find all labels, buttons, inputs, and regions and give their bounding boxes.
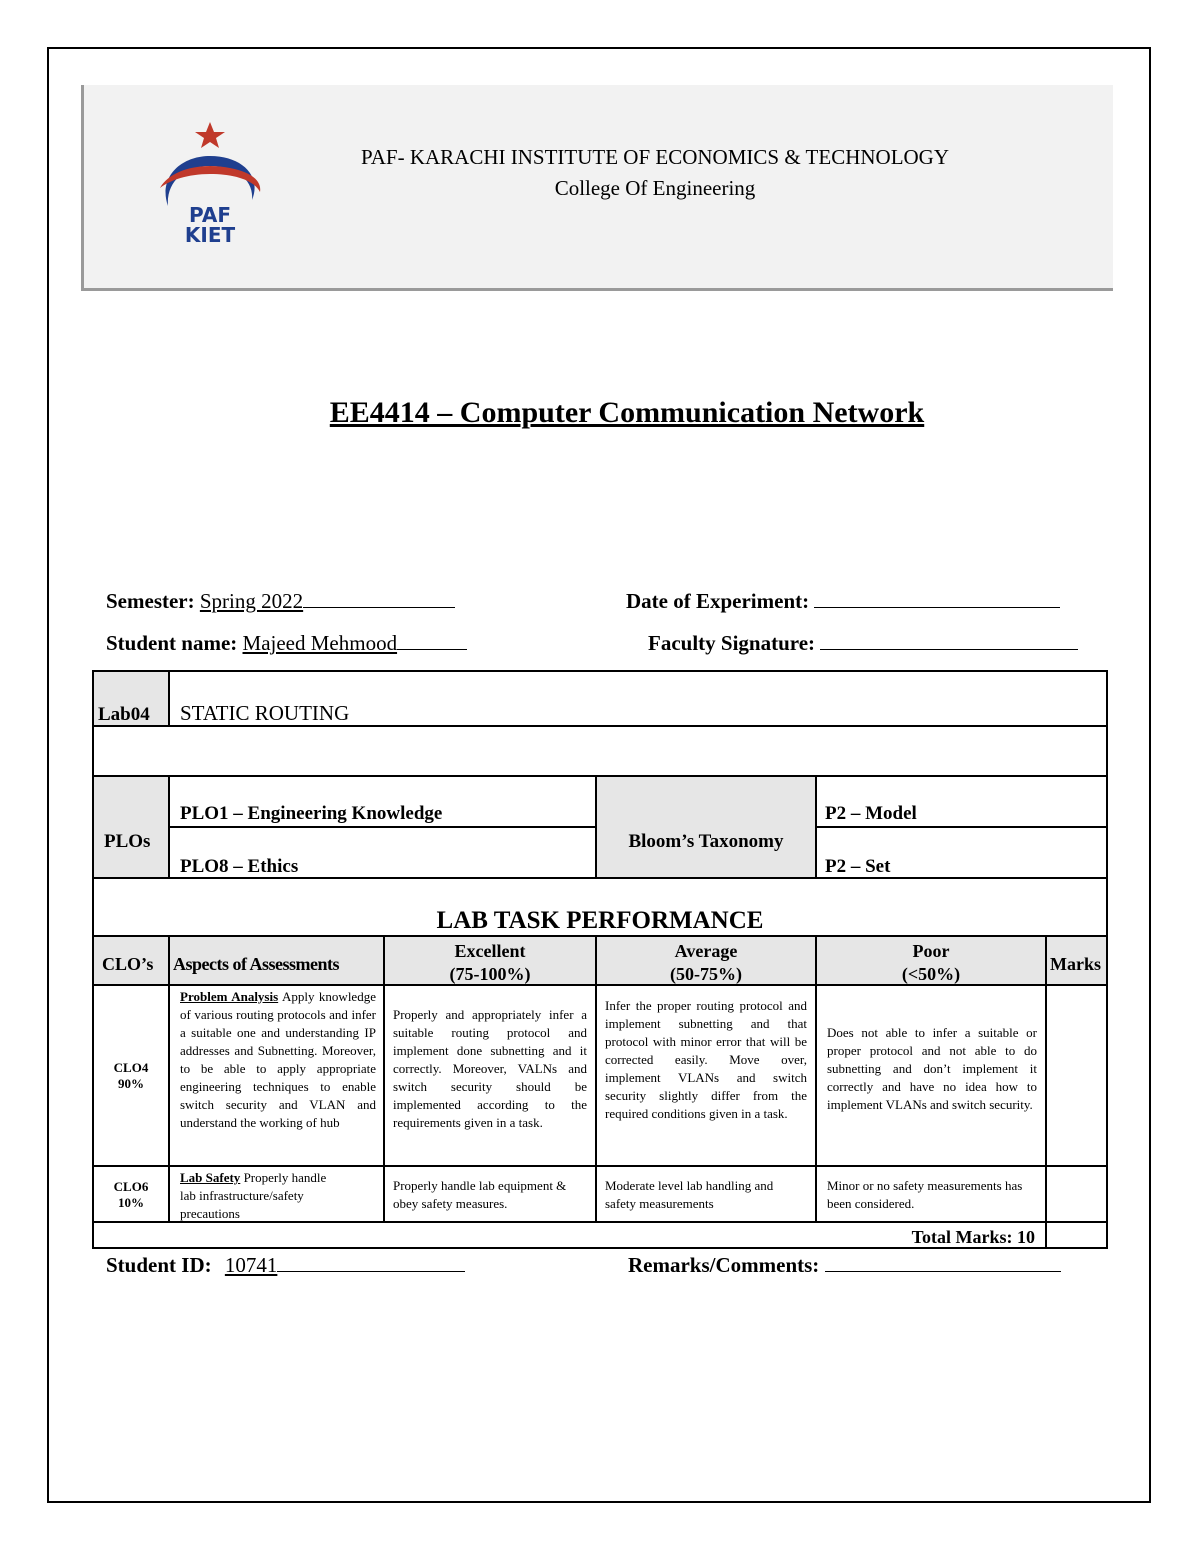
row1-aspect-text: Apply knowledge of various routing protocols and infer a suitable one and understanding IP addresses and Subnetting. Moreover, to be able to apply appropriate engineering techniques to enable switch security and VLAN and understand the working of hub (180, 989, 376, 1130)
col-clo-label: CLO’s (102, 954, 154, 974)
row2-weight: 10% (118, 1195, 144, 1210)
performance-title-cell (92, 877, 1108, 937)
row2-aspect-cell (168, 1165, 385, 1223)
plo1-text: PLO1 – Engineering Knowledge (180, 803, 443, 824)
row1-poor: Does not able to infer a suitable or proper protocol and not able to do subnetting and don’t implement it correctly and have no idea how to implement VLANs and switch security. (827, 1025, 1037, 1112)
col-poor-header (815, 935, 1047, 986)
logo-arc (166, 156, 255, 206)
row1-average-cell (595, 984, 817, 1167)
row2-aspect-head: Lab Safety (180, 1170, 241, 1185)
row1-excellent-cell (383, 984, 597, 1167)
col-poor-range: (<50%) (901, 964, 961, 984)
semester-label: Semester: (106, 589, 195, 613)
table-row (92, 984, 170, 1167)
col-clo-header (92, 935, 170, 986)
student-id-field (106, 1252, 465, 1278)
student-id-value: 10741 (224, 1253, 278, 1277)
date-blank[interactable] (814, 589, 1060, 608)
row1-aspect (180, 988, 376, 1132)
row1-weight: 90% (118, 1076, 144, 1091)
row1-poor-cell (815, 984, 1047, 1167)
date-field (626, 588, 1060, 614)
bloom2-cell (815, 826, 1108, 879)
lab-number: Lab04 (98, 704, 150, 725)
col-average-header (595, 935, 817, 986)
logo-text-paf: PAF (189, 203, 231, 227)
bloom1-text: P2 – Model (825, 803, 917, 824)
col-aspects-header (168, 935, 385, 986)
col-excellent-label: Excellent (454, 941, 526, 961)
col-average-label: Average (674, 941, 738, 961)
remarks-label: Remarks/Comments: (628, 1253, 820, 1277)
row1-clo: CLO4 (113, 1060, 149, 1075)
col-marks-header (1045, 935, 1108, 986)
row1-aspect-cell (168, 984, 385, 1167)
semester-field (106, 588, 455, 614)
course-title: EE4414 – Computer Communication Network (329, 396, 925, 429)
row1-aspect-head: Problem Analysis (180, 989, 279, 1004)
bloom-label-cell (595, 775, 817, 879)
faculty-signature-blank[interactable] (820, 631, 1078, 650)
faculty-signature-label: Faculty Signature: (648, 631, 816, 655)
lab-title: STATIC ROUTING (180, 701, 350, 725)
plo8-text: PLO8 – Ethics (180, 856, 299, 877)
student-name-field (106, 630, 467, 656)
faculty-signature-field (648, 630, 1078, 656)
col-poor-label: Poor (912, 941, 950, 961)
plo8-cell (168, 826, 597, 879)
col-marks-label: Marks (1050, 954, 1101, 974)
kiet-logo (150, 118, 270, 248)
row1-marks-cell[interactable] (1045, 984, 1108, 1167)
student-name-value: Majeed Mehmood (242, 631, 398, 655)
col-excellent-header (383, 935, 597, 986)
row1-average: Infer the proper routing protocol and implement subnetting and that protocol with minor error that will be corrected easily. Move over, implement VLANs and switch security slightly differ from the required conditions given in a task. (605, 998, 807, 1121)
plos-label-cell (92, 775, 170, 879)
empty-row (92, 725, 1108, 777)
date-label: Date of Experiment: (626, 589, 810, 613)
table-row (92, 1165, 170, 1223)
logo-star-icon (195, 122, 225, 148)
remarks-blank[interactable] (825, 1253, 1061, 1272)
row2-excellent: Properly handle lab equipment & obey safety measures. (393, 1178, 567, 1211)
row2-poor-cell (815, 1165, 1047, 1223)
row2-average-cell (595, 1165, 817, 1223)
remarks-field (628, 1252, 1061, 1278)
row2-marks-cell[interactable] (1045, 1165, 1108, 1223)
col-excellent-range: (75-100%) (449, 964, 531, 984)
plos-label: PLOs (104, 831, 151, 852)
row2-excellent-cell (383, 1165, 597, 1223)
total-marks-cell[interactable] (1045, 1221, 1108, 1249)
total-label-cell (92, 1221, 1047, 1249)
total-marks-label: Total Marks: 10 (911, 1227, 1035, 1247)
student-id-label: Student ID: (106, 1253, 212, 1277)
row1-excellent: Properly and appropriately infer a suitable routing protocol and implement done subnetting and it correctly. Moreover, VALNs and switch security should be implemented according to the requirements given in a task. (393, 1007, 587, 1130)
logo-text-kiet: KIET (184, 223, 236, 247)
student-name-label: Student name: (106, 631, 238, 655)
row2-aspect-text: Properly handle lab infrastructure/safety precautions (180, 1170, 327, 1221)
bloom-label: Bloom’s Taxonomy (628, 831, 784, 852)
col-aspects-label: Aspects of Assessments (173, 954, 339, 974)
institute-name: PAF- KARACHI INSTITUTE OF ECONOMICS & TECHNOLOGY (360, 145, 950, 169)
semester-value: Spring 2022 (199, 589, 304, 613)
row2-poor: Minor or no safety measurements has been considered. (827, 1178, 1023, 1211)
performance-title: LAB TASK PERFORMANCE (436, 907, 764, 934)
bloom1-cell (815, 775, 1108, 828)
row2-clo: CLO6 (113, 1179, 149, 1194)
col-average-range: (50-75%) (670, 964, 742, 984)
row2-aspect (180, 1169, 340, 1223)
lab-number-cell (92, 670, 170, 727)
row2-average: Moderate level lab handling and safety measurements (605, 1178, 774, 1211)
plo1-cell (168, 775, 597, 828)
college-name: College Of Engineering (554, 176, 756, 200)
lab-title-cell (168, 670, 1108, 727)
bloom2-text: P2 – Set (825, 856, 891, 877)
